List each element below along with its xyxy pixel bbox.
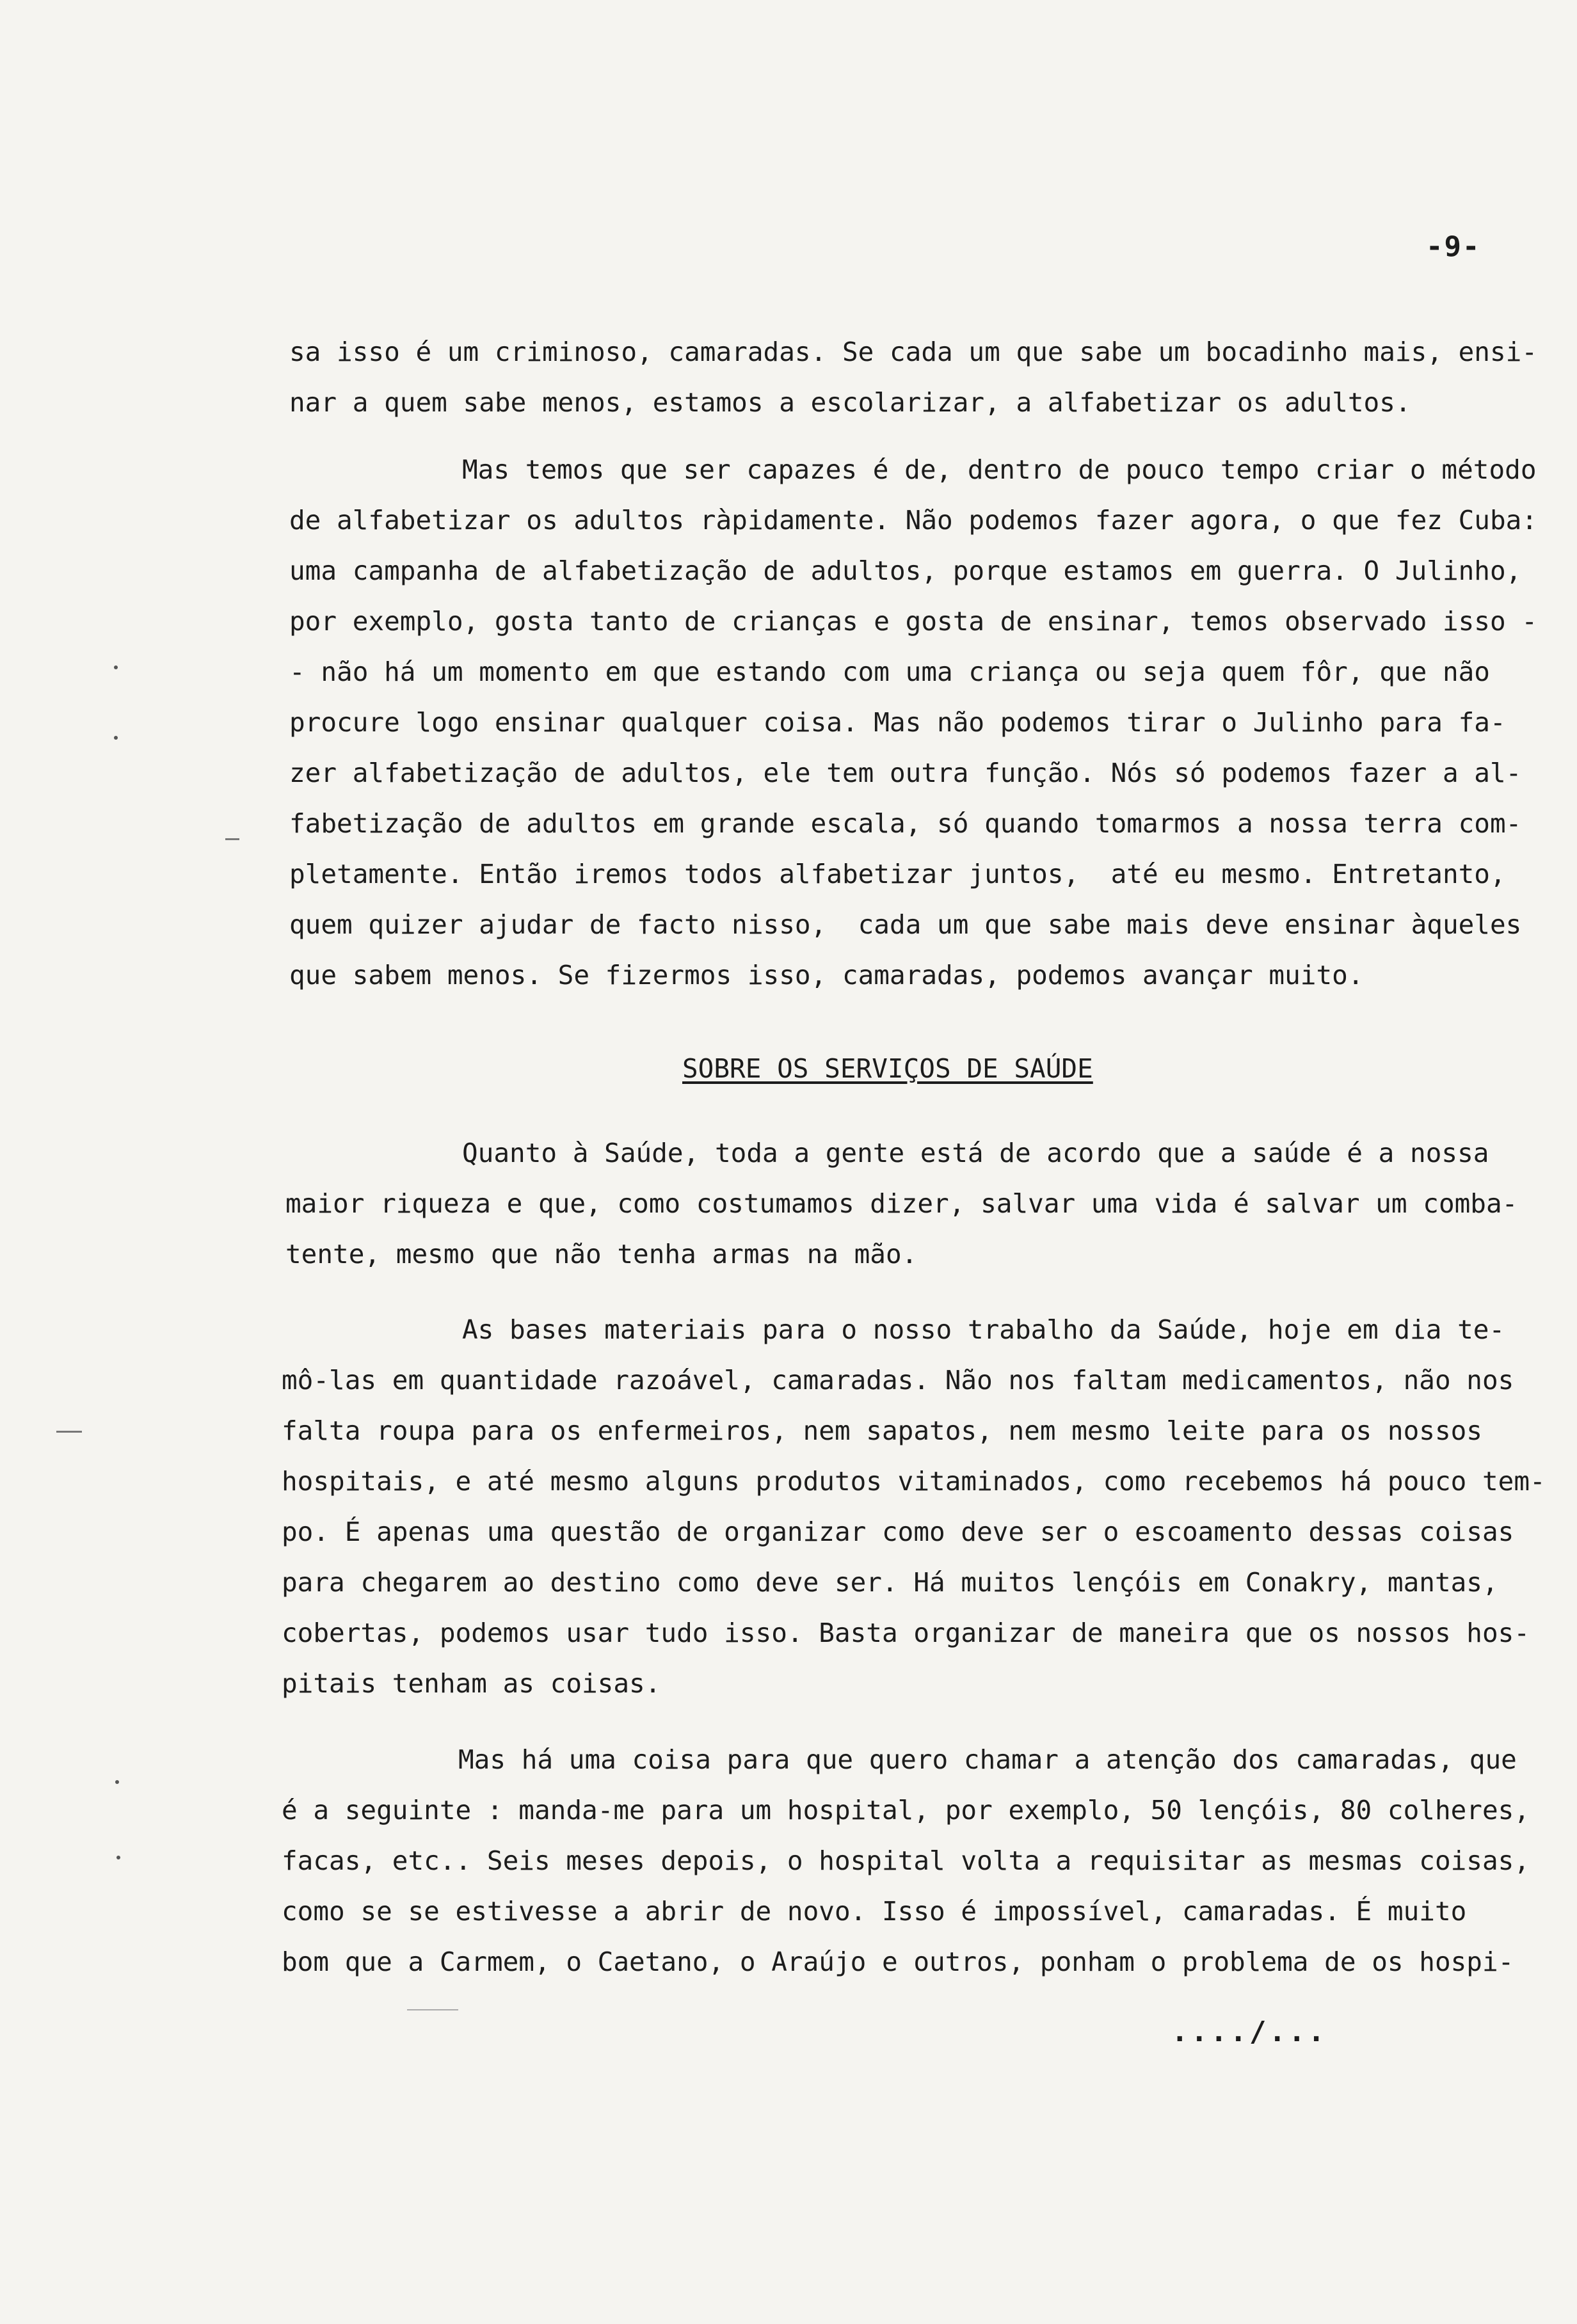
page-number: -9- [1426, 230, 1481, 263]
text-line: cobertas, podemos usar tudo isso. Basta organizar de maneira que os nossos hos- [282, 1618, 1530, 1648]
text-line: por exemplo, gosta tanto de crianças e gosta de ensinar, temos observado isso - [289, 606, 1538, 637]
text-line: Mas há uma coisa para que quero chamar a atenção dos camaradas, que [458, 1744, 1517, 1775]
text-line: facas, etc.. Seis meses depois, o hospital volta a requisitar as mesmas coisas, [282, 1845, 1530, 1876]
text-line: mô-las em quantidade razoável, camaradas. Não nos faltam medicamentos, não nos [282, 1365, 1514, 1396]
scan-mark [225, 838, 239, 840]
text-line: tente, mesmo que não tenha armas na mão. [285, 1239, 918, 1269]
text-line: é a seguinte : manda-me para um hospital, por exemplo, 50 lençóis, 80 colheres, [282, 1795, 1530, 1826]
text-line: falta roupa para os enfermeiros, nem sapatos, nem mesmo leite para os nossos [282, 1415, 1482, 1446]
section-heading: SOBRE OS SERVIÇOS DE SAÚDE [682, 1053, 1093, 1084]
scan-speck [114, 736, 118, 740]
text-line: uma campanha de alfabetização de adultos, porque estamos em guerra. O Julinho, [289, 555, 1522, 586]
text-line: pletamente. Então iremos todos alfabetizar juntos, até eu mesmo. Entretanto, [289, 859, 1506, 889]
scan-mark [56, 1431, 82, 1433]
text-line: As bases materiais para o nosso trabalho da Saúde, hoje em dia te- [462, 1314, 1505, 1345]
text-line: que sabem menos. Se fizermos isso, camaradas, podemos avançar muito. [289, 960, 1364, 991]
text-line: nar a quem sabe menos, estamos a escolarizar, a alfabetizar os adultos. [289, 387, 1411, 418]
text-line: Mas temos que ser capazes é de, dentro de pouco tempo criar o método [462, 454, 1537, 485]
text-line: sa isso é um criminoso, camaradas. Se cada um que sabe um bocadinho mais, ensi- [289, 337, 1538, 367]
text-line: bom que a Carmem, o Caetano, o Araújo e outros, ponham o problema de os hospi- [282, 1946, 1514, 1977]
text-line: - não há um momento em que estando com uma criança ou seja quem fôr, que não [289, 657, 1490, 687]
continuation-marker: ..../... [1171, 2016, 1327, 2048]
text-line: zer alfabetização de adultos, ele tem outra função. Nós só podemos fazer a al- [289, 758, 1522, 788]
text-line: hospitais, e até mesmo alguns produtos vitaminados, como recebemos há pouco tem- [282, 1466, 1546, 1497]
text-line: como se se estivesse a abrir de novo. Isso é impossível, camaradas. É muito [282, 1896, 1467, 1927]
text-line: po. É apenas uma questão de organizar como deve ser o escoamento dessas coisas [282, 1516, 1514, 1547]
scan-speck [116, 1856, 120, 1859]
text-line: para chegarem ao destino como deve ser. Há muitos lençóis em Conakry, mantas, [282, 1567, 1498, 1598]
text-line: maior riqueza e que, como costumamos dizer, salvar uma vida é salvar um comba- [285, 1188, 1518, 1219]
scan-mark [407, 2009, 458, 2010]
scan-speck [114, 665, 118, 669]
text-line: de alfabetizar os adultos ràpidamente. Não podemos fazer agora, o que fez Cuba: [289, 505, 1538, 536]
text-line: fabetização de adultos em grande escala, só quando tomarmos a nossa terra com- [289, 808, 1522, 839]
text-line: Quanto à Saúde, toda a gente está de acordo que a saúde é a nossa [462, 1138, 1489, 1168]
text-line: procure logo ensinar qualquer coisa. Mas não podemos tirar o Julinho para fa- [289, 707, 1506, 738]
text-line: quem quizer ajudar de facto nisso, cada um que sabe mais deve ensinar àqueles [289, 909, 1522, 940]
text-line: pitais tenham as coisas. [282, 1668, 661, 1699]
scan-speck [115, 1780, 119, 1784]
